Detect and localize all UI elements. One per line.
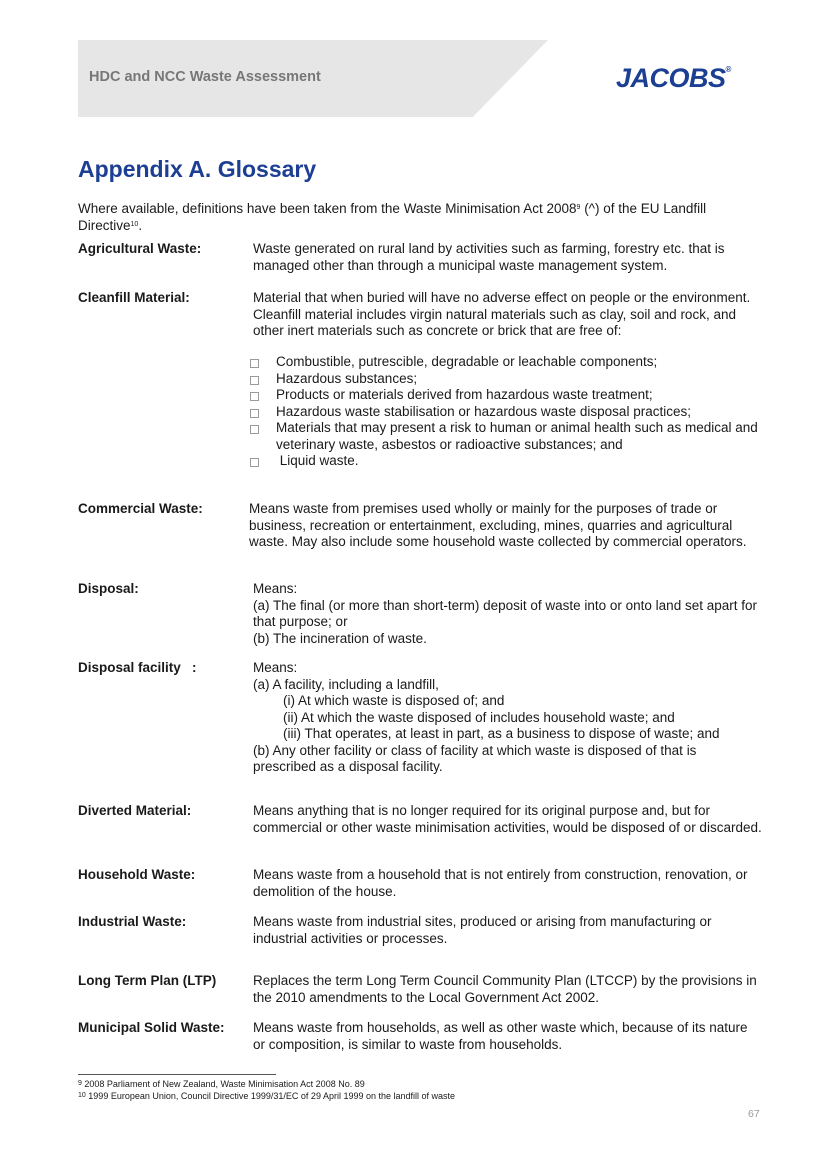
footnote-text: 1999 European Union, Council Directive 1999/31/EC of 29 April 1999 on the landfill of waste — [85, 1091, 456, 1101]
footnote-ref-10: 10 — [130, 221, 139, 228]
cleanfill-bullet-list — [248, 354, 758, 470]
bullet-box-icon — [250, 392, 259, 401]
document-header-title: HDC and NCC Waste Assessment — [89, 69, 321, 85]
list-item — [248, 420, 758, 453]
definition-disposal-facility — [253, 660, 763, 776]
bullet-text: Combustible, putrescible, degradable or leachable components; — [276, 354, 658, 369]
intro-paragraph — [78, 200, 748, 234]
definition-subline: (i) At which waste is disposed of; and — [283, 693, 505, 708]
bullet-text: Hazardous waste stabilisation or hazardous waste disposal practices; — [276, 403, 691, 419]
footnote-text: 2008 Parliament of New Zealand, Waste Minimisation Act 2008 No. 89 — [81, 1079, 365, 1089]
footnote-number: 10 — [78, 1092, 86, 1099]
definition-agricultural-waste: Waste generated on rural land by activities such as farming, forestry etc. that is managed other than through a municipal waste management system. — [253, 241, 725, 273]
definition-cleanfill-material: Material that when buried will have no adverse effect on people or the environment. Cleanfill material includes virgin natural materials such as clay, soil and rock, and other inert materials such as concrete or brick that are free of: — [253, 290, 751, 338]
bullet-box-icon — [250, 425, 259, 434]
list-item — [248, 387, 758, 404]
intro-text-b: (^) of the EU Landfill Directive — [78, 201, 707, 233]
bullet-box-icon — [250, 409, 259, 418]
intro-text-a: Where available, definitions have been taken from the Waste Minimisation Act 2008 — [78, 201, 577, 216]
definition-subline: (iii) That operates, at least in part, as a business to dispose of waste; and — [283, 726, 720, 741]
bullet-box-icon — [250, 376, 259, 385]
definition-line: (a) The final (or more than short-term) deposit of waste into or onto land set apart for that purpose; or — [253, 597, 757, 629]
bullet-text: Hazardous substances; — [276, 370, 418, 386]
definition-municipal-solid-waste: Means waste from households, as well as other waste which, because of its nature or composition, is similar to waste from households. — [253, 1020, 748, 1052]
page-number: 67 — [748, 1108, 760, 1120]
definition-line: (b) The incineration of waste. — [253, 630, 427, 646]
definition-line: (a) A facility, including a landfill, — [253, 676, 439, 692]
intro-text-c: . — [138, 218, 143, 233]
definition-disposal — [253, 581, 763, 647]
term-industrial-waste: Industrial Waste: — [78, 914, 187, 929]
definition-line: Means: — [253, 581, 298, 596]
bullet-text: Liquid waste. — [276, 453, 359, 468]
term-disposal: Disposal: — [78, 581, 139, 596]
definition-commercial-waste: Means waste from premises used wholly or mainly for the purposes of trade or business, recreation or entertainment, excluding, mines, quarries and agricultural waste. May also include some household waste collected by commercial operators. — [249, 501, 747, 549]
list-item — [248, 354, 758, 371]
list-item — [248, 453, 758, 470]
definition-line: (b) Any other facility or class of facility at which waste is disposed of that is prescribed as a disposal facility. — [253, 742, 697, 774]
definition-household-waste: Means waste from a household that is not entirely from construction, renovation, or demolition of the house. — [253, 867, 748, 899]
term-long-term-plan: Long Term Plan (LTP) — [78, 973, 217, 988]
term-household-waste: Household Waste: — [78, 867, 196, 882]
definition-industrial-waste: Means waste from industrial sites, produced or arising from manufacturing or industrial activities or processes. — [253, 914, 712, 946]
term-municipal-solid-waste: Municipal Solid Waste: — [78, 1020, 225, 1035]
registered-mark: ® — [725, 65, 731, 74]
footnote-number: 9 — [78, 1080, 82, 1087]
definition-line: Means: — [253, 660, 298, 675]
list-item — [248, 404, 758, 421]
logo-text: JACOBS — [616, 63, 726, 93]
definition-diverted-material: Means anything that is no longer required for its original purpose and, but for commercial or other waste minimisation activities, would be disposed of or discarded. — [253, 803, 762, 835]
footnote-10 — [78, 1091, 455, 1102]
footnote-9 — [78, 1079, 365, 1090]
bullet-text: Materials that may present a risk to human or animal health such as medical and veterinary waste, asbestos or radioactive substances; and — [276, 420, 758, 452]
term-disposal-facility: Disposal facility : — [78, 660, 197, 675]
bullet-box-icon — [250, 458, 259, 467]
term-diverted-material: Diverted Material: — [78, 803, 192, 818]
term-cleanfill-material: Cleanfill Material: — [78, 290, 190, 305]
bullet-box-icon — [250, 359, 259, 368]
definition-long-term-plan: Replaces the term Long Term Council Community Plan (LTCCP) by the provisions in the 2010 amendments to the Local Government Act 2002. — [253, 973, 757, 1005]
jacobs-logo — [616, 63, 731, 94]
list-item — [248, 371, 758, 388]
footnote-ref-9: 9 — [576, 204, 581, 211]
footnote-divider — [78, 1074, 276, 1075]
page-title: Appendix A. Glossary — [78, 156, 317, 182]
term-commercial-waste: Commercial Waste: — [78, 501, 203, 516]
bullet-text: Products or materials derived from hazardous waste treatment; — [276, 387, 653, 402]
definition-subline: (ii) At which the waste disposed of includes household waste; and — [283, 709, 675, 725]
term-agricultural-waste: Agricultural Waste: — [78, 241, 202, 256]
